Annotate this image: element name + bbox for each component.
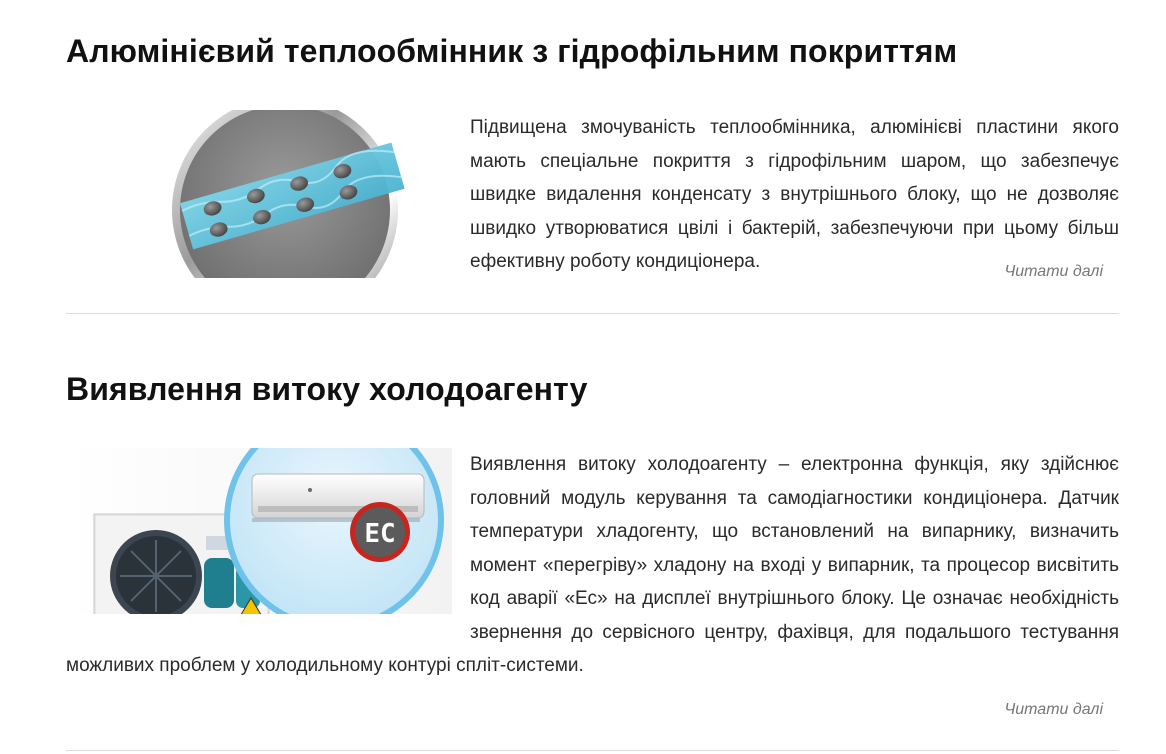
article-title[interactable]: Алюмінієвий теплообмінник з гідрофільним покриттям <box>66 33 958 69</box>
read-more-link[interactable]: Читати далі <box>1004 263 1103 280</box>
divider <box>66 750 1119 751</box>
hydrophilic-heat-exchanger-image[interactable] <box>142 110 442 278</box>
article-text: Виявлення витоку холодоагенту – електронна функція, яку здійснює головний модуль керування та самодіагностики кондиціонера. Датчик температури хладогенту, що встановлений на випарнику, визначить момент «перегріву» хладону на вході у випарник, та процесор висвітить код аварії «Ес» на дисплеї внутрішнього блоку. Це означає необхідність звернення до сервісного центру, фахівця, для подальшого тестування можливих проблем у холодильному контурі спліт-системи. <box>66 454 1119 676</box>
divider <box>66 313 1119 314</box>
article-refrigerant-leak-detection <box>66 337 1119 751</box>
article-hydrophilic-heat-exchanger <box>66 0 1119 314</box>
article-text: Підвищена змочуваність теплообмінника, алюмінієві пластини якого мають спеціальне покриття з гідрофільним шаром, що забезпечує швидке видалення конденсату з внутрішнього блоку, що не дозволяє швидко утворюватися цвілі і бактерій, забезпечуючи при цьому більш ефективну роботу кондиціонера. <box>470 117 1119 272</box>
read-more-link[interactable]: Читати далі <box>1004 701 1103 718</box>
ec-code-badge: EC <box>364 519 396 549</box>
article-title[interactable]: Виявлення витоку холодоагенту <box>66 371 588 407</box>
refrigerant-leak-detection-image[interactable] <box>66 448 452 614</box>
